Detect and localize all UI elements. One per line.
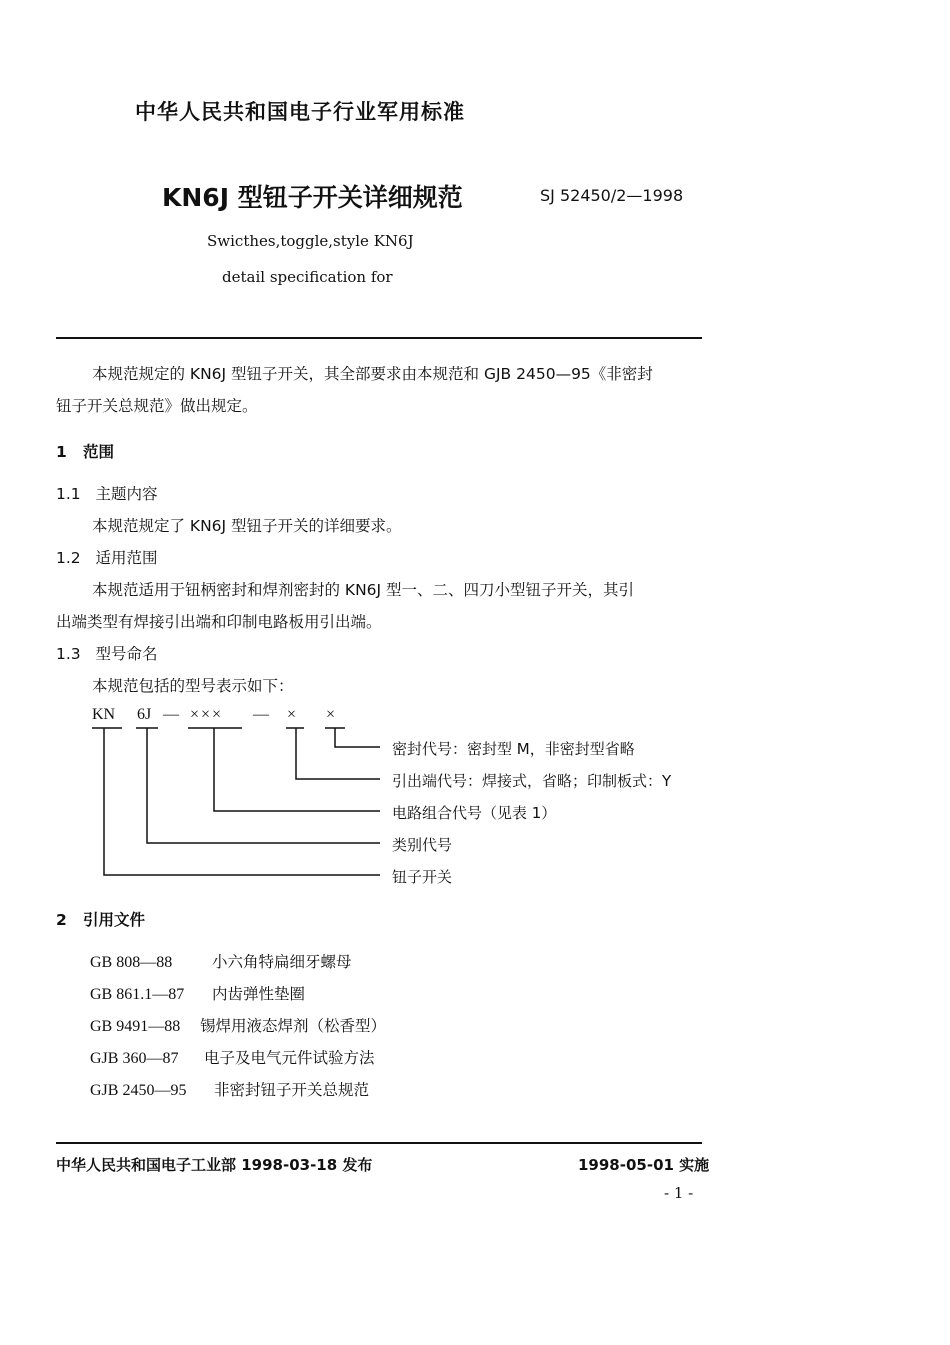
model-desc-terminal: 引出端代号：焊接式，省略；印制板式：Y [392,772,672,790]
connector-terminal [296,728,380,779]
page-number: - 1 - [664,1184,694,1202]
effective-date: 1998-05-01 实施 [578,1156,710,1174]
reference-item [90,1014,386,1036]
model-part-dash2: — [253,706,269,723]
footer-divider [56,1142,702,1144]
section-1-3-number: 1.3 [56,645,81,663]
section-1-title: 范围 [83,443,115,461]
reference-code: GJB 2450—95 [90,1082,187,1099]
reference-code: GB 9491—88 [90,1018,181,1035]
model-part-x1: × [287,706,297,723]
reference-item [90,982,305,1004]
reference-title: 锡焊用液态焊剂（松香型） [200,1017,387,1035]
section-1-1-text: 本规范规定了 KN6J 型钮子开关的详细要求。 [92,517,402,535]
reference-code: GB 808—88 [90,954,173,971]
reference-code: GB 861.1—87 [90,986,185,1003]
reference-item [90,950,352,972]
section-1-2-number: 1.2 [56,549,81,567]
section-1-3-text: 本规范包括的型号表示如下： [92,677,294,695]
model-part-x2: × [326,706,336,723]
model-part-kn: KN [92,706,116,723]
intro-line2: 钮子开关总规范》做出规定。 [56,397,258,415]
intro-line1: 本规范规定的 KN6J 型钮子开关，其全部要求由本规范和 GJB 2450—95《非密封 [92,365,653,383]
model-part-xxx: ××× [190,706,224,723]
document-code: SJ 52450/2—1998 [540,186,684,205]
model-part-6j: 6J [137,706,152,723]
reference-item [90,1078,369,1100]
connector-toggle [104,728,380,875]
section-1-1-title: 主题内容 [95,485,158,503]
reference-title: 内齿弹性垫圈 [212,985,306,1003]
english-title-line2: detail specification for [222,268,393,286]
reference-title: 小六角特扁细牙螺母 [212,953,352,971]
section-1-2-line2: 出端类型有焊接引出端和印制电路板用引出端。 [56,613,382,631]
reference-title: 非密封钮子开关总规范 [214,1081,370,1099]
document-title: KN6J 型钮子开关详细规范 [162,183,463,212]
issuer-line: 中华人民共和国电子工业部 1998-03-18 发布 [56,1156,373,1174]
section-1-number: 1 [56,443,67,461]
model-desc-toggle: 钮子开关 [392,868,453,886]
english-title-line1: Swicthes,toggle,style KN6J [207,232,414,250]
section-1-2-line1: 本规范适用于钮柄密封和焊剂密封的 KN6J 型一、二、四刀小型钮子开关，其引 [92,581,635,599]
section-2-heading [56,908,145,930]
model-desc-circuit: 电路组合代号（见表 1） [392,804,557,822]
model-desc-sealing: 密封代号：密封型 M，非密封型省略 [392,740,635,758]
connector-circuit [214,728,380,811]
model-part-dash1: — [163,706,179,723]
connector-sealing [335,728,380,747]
connector-category [147,728,380,843]
section-2-title: 引用文件 [83,911,146,929]
section-1-2-title: 适用范围 [95,549,158,567]
reference-code: GJB 360—87 [90,1050,179,1067]
standard-category-title: 中华人民共和国电子行业军用标准 [135,100,465,124]
section-2-number: 2 [56,911,67,929]
section-1-1-number: 1.1 [56,485,81,503]
reference-title: 电子及电气元件试验方法 [204,1049,375,1067]
reference-item [90,1046,375,1068]
section-1-3-title: 型号命名 [95,645,158,663]
model-desc-category: 类别代号 [392,836,453,854]
